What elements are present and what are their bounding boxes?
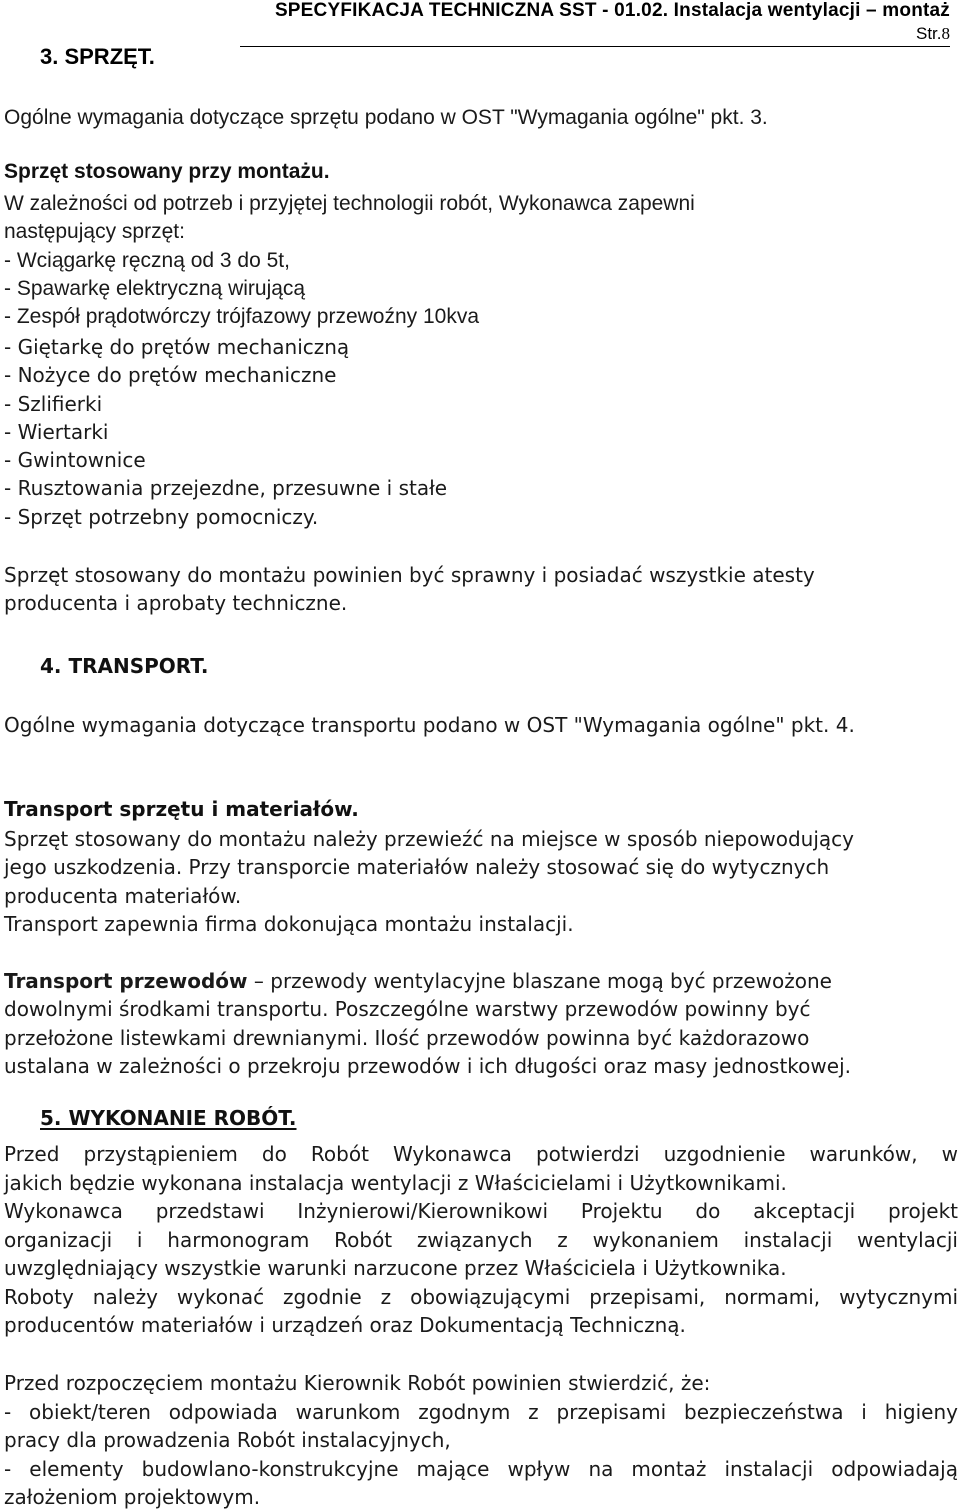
works-paragraph	[4, 1140, 958, 1340]
paragraph-line: Przed rozpoczęciem montażu Kierownik Robót powinien stwierdzić, że:	[4, 1371, 711, 1395]
equipment-closing	[4, 561, 815, 618]
equipment-lead-line: następujący sprzęt:	[4, 220, 185, 244]
transport-paragraph	[4, 825, 854, 938]
equipment-list-item: - Sprzęt potrzebny pomocniczy.	[4, 504, 319, 529]
equipment-lead-line: W zależności od potrzeb i przyjętej technologii robót, Wykonawca zapewni	[4, 192, 695, 215]
page-number: 8	[941, 24, 950, 43]
equipment-list-item: - Zespół prądotwórczy trójfazowy przewoźny 10kva	[4, 305, 480, 329]
equipment-list-item: - Rusztowania przejezdne, przesuwne i stałe	[4, 476, 448, 501]
equipment-list-item: - Spawarkę elektryczną wirującą	[4, 276, 306, 300]
section-3-intro: Ogólne wymagania dotyczące sprzętu podano w OST "Wymagania ogólne" pkt. 3.	[4, 106, 768, 129]
paragraph-line: Wykonawca przedstawi Inżynierowi/Kierownikowi Projektu do akceptacji projekt	[4, 1199, 958, 1223]
page-label: Str.	[915, 24, 942, 43]
equipment-list	[4, 333, 447, 531]
paragraph-line: jakich będzie wykonana instalacja wentylacji z Właścicielami i Użytkownikami.	[4, 1170, 787, 1195]
paragraph-line: Roboty należy wykonać zgodnie z obowiązującymi przepisami, normami, wytycznymi	[4, 1284, 958, 1309]
paragraph-line: - obiekt/teren odpowiada warunkom zgodnym z przepisami bezpieczeństwa i higieny	[4, 1399, 958, 1424]
paragraph-line: organizacji i harmonogram Robót związanych z wykonaniem instalacji wentylacji	[4, 1227, 958, 1252]
equipment-list-item: - Nożyce do prętów mechaniczne	[4, 363, 337, 388]
paragraph-line: Przed przystąpieniem do Robót Wykonawca potwierdzi uzgodnienie warunków, w	[4, 1142, 958, 1166]
paragraph-line: Transport zapewnia firma dokonująca montażu instalacji.	[4, 911, 574, 936]
page-number-line	[240, 22, 950, 47]
paragraph-line: uwzględniający wszystkie warunki narzucone przez Właściciela i Użytkownika.	[4, 1256, 787, 1280]
equipment-lead	[4, 189, 695, 330]
paragraph-line: przełożone listewkami drewnianymi. Ilość przewodów powinna być każdorazowo	[4, 1025, 810, 1050]
pre-installation-paragraph	[4, 1369, 958, 1512]
paragraph-line: Sprzęt stosowany do montażu należy przewieźć na miejsce w sposób niepowodujący	[4, 827, 854, 851]
equipment-list-item: - Szlifierki	[4, 391, 103, 416]
ducts-transport-paragraph	[4, 967, 851, 1080]
equipment-list-item: - Wiertarki	[4, 419, 109, 444]
section-5-heading: 5. WYKONANIE ROBÓT.	[40, 1106, 297, 1130]
paragraph-line: producenta materiałów.	[4, 883, 242, 908]
paragraph-line: jego uszkodzenia. Przy transporcie materiałów należy stosować się do wytycznych	[4, 855, 830, 880]
paragraph-line: producentów materiałów i urządzeń oraz Dokumentacją Techniczną.	[4, 1313, 686, 1337]
equipment-list-item: - Gwintownice	[4, 448, 146, 473]
paragraph-line: założeniom projektowym.	[4, 1485, 261, 1509]
equipment-closing-line: producenta i aprobaty techniczne.	[4, 591, 348, 616]
ducts-transport-text: – przewody wentylacyjne blaszane mogą być przewożone	[247, 969, 832, 993]
paragraph-line: pracy dla prowadzenia Robót instalacyjnych,	[4, 1428, 451, 1452]
equipment-list-item: - Giętarkę do prętów mechaniczną	[4, 335, 350, 359]
equipment-subheading: Sprzęt stosowany przy montażu.	[4, 160, 330, 183]
section-4-intro: Ogólne wymagania dotyczące transportu podano w OST "Wymagania ogólne" pkt. 4.	[4, 713, 855, 737]
ducts-transport-label: Transport przewodów	[4, 969, 248, 993]
transport-subheading: Transport sprzętu i materiałów.	[4, 797, 359, 821]
paragraph-line	[4, 967, 851, 995]
section-3-heading: 3. SPRZĘT.	[40, 44, 155, 69]
section-4-heading: 4. TRANSPORT.	[40, 654, 209, 678]
paragraph-line: dowolnymi środkami transportu. Poszczególne warstwy przewodów powinny być	[4, 997, 811, 1022]
paragraph-line: - elementy budowlano-konstrukcyjne mające wpływ na montaż instalacji odpowiadają	[4, 1456, 958, 1481]
document-header-title: SPECYFIKACJA TECHNICZNA SST - 01.02. Instalacja wentylacji – montaż	[274, 0, 950, 21]
equipment-list-item: - Wciągarkę ręczną od 3 do 5t,	[4, 248, 290, 272]
equipment-closing-line: Sprzęt stosowany do montażu powinien być sprawny i posiadać wszystkie atesty	[4, 563, 815, 587]
paragraph-line: ustalana w zależności o przekroju przewodów i ich długości oraz masy jednostkowej.	[4, 1053, 851, 1078]
